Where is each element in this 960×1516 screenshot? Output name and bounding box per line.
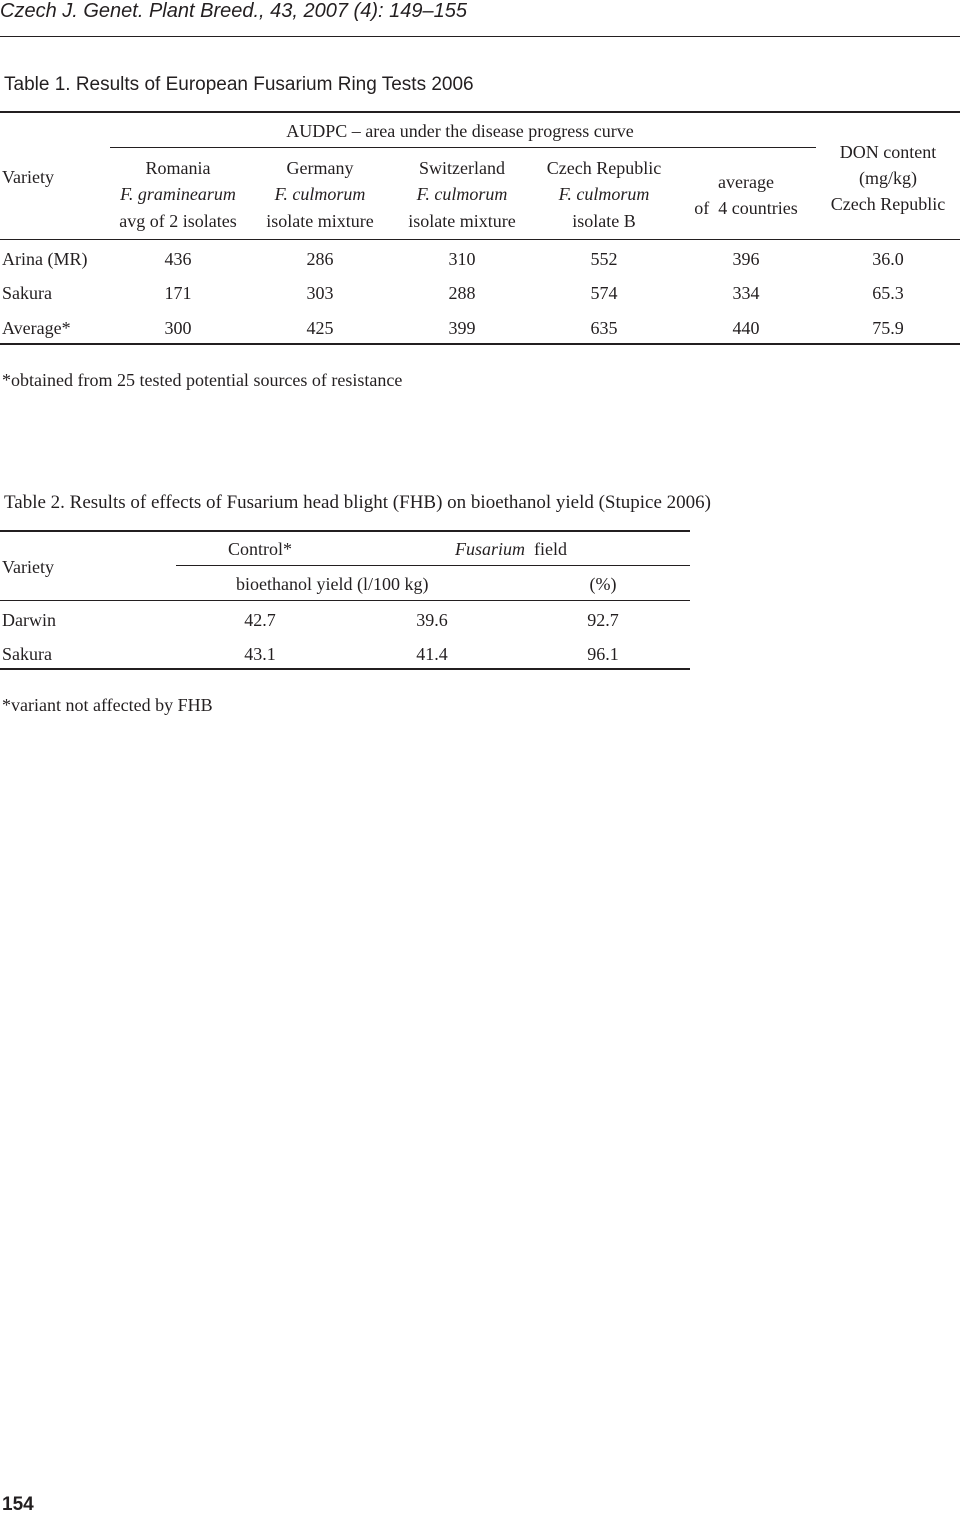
table2-header-rule xyxy=(0,600,690,601)
col-don-line3: Czech Republic xyxy=(830,194,946,214)
col-germany-pathogen: F. culmorum xyxy=(274,184,366,204)
col-switzerland-pathogen: F. culmorum xyxy=(416,184,508,204)
table2-control-header: Control* xyxy=(227,539,292,559)
table1-row2-czech: 574 xyxy=(590,283,618,303)
col-germany-detail: isolate mixture xyxy=(266,211,374,231)
header-rule xyxy=(0,36,960,37)
col-czech-detail: isolate B xyxy=(572,211,636,231)
audpc-group-rule xyxy=(110,147,816,148)
table2-row2-control: 43.1 xyxy=(244,644,276,664)
table1-bottom-rule xyxy=(0,343,960,345)
col-switzerland-detail: isolate mixture xyxy=(408,211,516,231)
table2-variety-header: Variety xyxy=(2,557,54,577)
table1-header-rule xyxy=(0,239,960,240)
table1-caption: Table 1. Results of European Fusarium Ring Tests 2006 xyxy=(4,74,474,95)
table1-row3-germany: 425 xyxy=(306,318,334,338)
col-switzerland-country: Switzerland xyxy=(419,158,505,178)
table2-row1-fusarium: 39.6 xyxy=(416,610,448,630)
table1-row1-germany: 286 xyxy=(306,249,334,269)
table1-row2-germany: 303 xyxy=(306,283,334,303)
col-czech-country: Czech Republic xyxy=(546,158,662,178)
col-average-line2: of 4 countries xyxy=(694,198,798,218)
col-romania-country: Romania xyxy=(145,158,211,178)
table1-row1-switzerland: 310 xyxy=(448,249,476,269)
field-word: field xyxy=(534,539,568,559)
table1-row1-average: 396 xyxy=(732,249,760,269)
table1-variety-header: Variety xyxy=(2,167,54,187)
journal-header: Czech J. Genet. Plant Breed., 43, 2007 (4): 149–155 xyxy=(0,0,467,22)
audpc-group-header: AUDPC – area under the disease progress curve xyxy=(286,121,634,141)
table2-footnote: *variant not affected by FHB xyxy=(2,695,213,715)
table1-row1-variety: Arina (MR) xyxy=(2,249,88,269)
table2-row1-control: 42.7 xyxy=(244,610,276,630)
table1-footnote: *obtained from 25 tested potential sources of resistance xyxy=(2,370,403,390)
table1-top-rule xyxy=(0,111,960,113)
table1-row3-variety: Average* xyxy=(2,318,71,338)
col-romania-pathogen: F. graminearum xyxy=(120,184,236,204)
col-average-line1: average xyxy=(718,172,774,192)
table1-row1-romania: 436 xyxy=(164,249,192,269)
table1-row2-variety: Sakura xyxy=(2,283,52,303)
table1-row3-don: 75.9 xyxy=(872,318,904,338)
table1-row2-average: 334 xyxy=(732,283,760,303)
col-don-line1: DON content xyxy=(839,142,937,162)
col-don-line2: (mg/kg) xyxy=(859,168,917,188)
table1-row3-romania: 300 xyxy=(164,318,192,338)
col-romania-detail: avg of 2 isolates xyxy=(119,211,237,231)
table2-row2-percent: 96.1 xyxy=(587,644,619,664)
table1-row2-switzerland: 288 xyxy=(448,283,476,303)
page-number: 154 xyxy=(2,1494,34,1515)
table2-caption: Table 2. Results of effects of Fusarium head blight (FHB) on bioethanol yield (Stupice 2006) xyxy=(4,492,711,513)
col-czech-pathogen: F. culmorum xyxy=(558,184,650,204)
table1-row3-average: 440 xyxy=(732,318,760,338)
table2-fusarium-header xyxy=(455,536,567,562)
table1-row3-czech: 635 xyxy=(590,318,618,338)
table2-row2-variety: Sakura xyxy=(2,644,52,664)
table2-group-rule xyxy=(176,565,690,566)
table2-percent-header: (%) xyxy=(589,574,617,594)
table1-row2-romania: 171 xyxy=(164,283,192,303)
col-germany-country: Germany xyxy=(286,158,354,178)
table1-row1-don: 36.0 xyxy=(872,249,904,269)
table1-row1-czech: 552 xyxy=(590,249,618,269)
table2-row2-fusarium: 41.4 xyxy=(416,644,448,664)
table1-row2-don: 65.3 xyxy=(872,283,904,303)
table1-row3-switzerland: 399 xyxy=(448,318,476,338)
table2-top-rule xyxy=(0,530,690,532)
table2-row1-percent: 92.7 xyxy=(587,610,619,630)
table2-bottom-rule xyxy=(0,668,690,670)
table2-row1-variety: Darwin xyxy=(2,610,56,630)
fusarium-word: Fusarium xyxy=(455,539,526,559)
table2-yield-header: bioethanol yield (l/100 kg) xyxy=(236,574,429,594)
